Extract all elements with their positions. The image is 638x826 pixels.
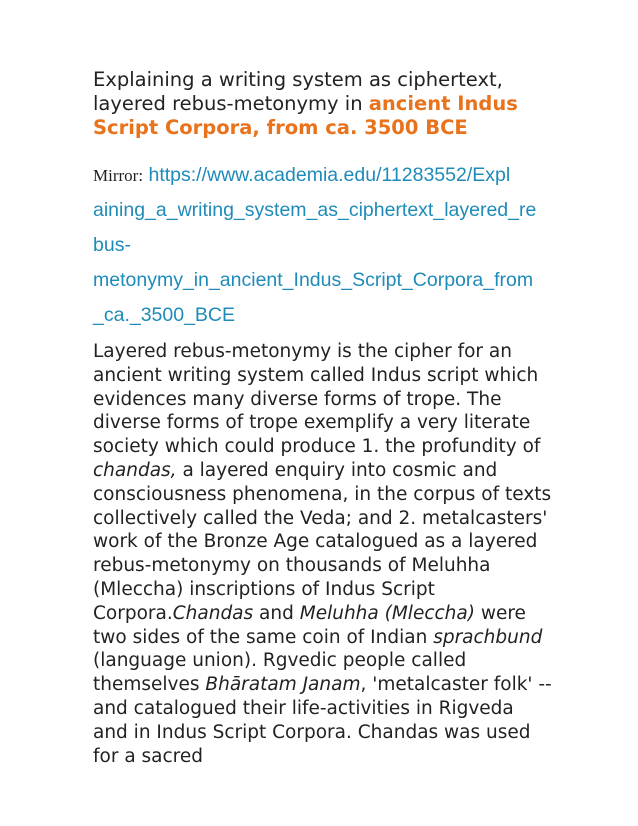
body-paragraph bbox=[93, 340, 553, 768]
document-title bbox=[93, 68, 553, 140]
title-text: Explaining a writing system as ciphertext, layered rebus-metonymy in bbox=[93, 68, 503, 115]
mirror-link[interactable] bbox=[93, 164, 536, 326]
mirror-link-line: aining_a_writing_system_as_ciphertext_layered_re bbox=[93, 199, 537, 221]
title-highlight: ancient Indus Script Corpora, from ca. 3500 BCE bbox=[93, 92, 518, 139]
body-text-segment: and bbox=[253, 602, 300, 624]
body-text-segment: were two sides of the same coin of Indian bbox=[93, 602, 526, 648]
body-text-segment: (language union). Rgvedic people called themselves bbox=[93, 650, 467, 696]
body-italic-meluhha: Meluhha (Mleccha) bbox=[299, 602, 475, 624]
mirror-link-line: _ca._3500_BCE bbox=[93, 304, 236, 326]
mirror-link-line: metonymy_in_ancient_Indus_Script_Corpora_from bbox=[93, 269, 534, 291]
body-text-segment: , 'metalcaster folk' -- and catalogued their life-activities in Rigveda and in Indus Script Corpora. Chandas was used for a sacred bbox=[93, 674, 552, 767]
body-italic-sprachbund: sprachbund bbox=[433, 626, 543, 648]
body-italic-chandas: chandas, bbox=[93, 459, 177, 481]
mirror-label: Mirror: bbox=[93, 166, 144, 185]
mirror-block bbox=[93, 158, 553, 333]
mirror-link-line: https://www.academia.edu/11283552/Expl bbox=[148, 164, 511, 186]
body-text-segment: Layered rebus-metonymy is the cipher for an ancient writing system called Indus script which evidences many diverse forms of trope. The diverse forms of trope exemplify a very literate society which could produce 1. the profundity of bbox=[93, 341, 541, 458]
mirror-link-line: bus- bbox=[93, 234, 131, 256]
body-italic-chandas-2: Chandas bbox=[172, 602, 254, 624]
body-text-segment: a layered enquiry into cosmic and consciousness phenomena, in the corpus of texts collectively called the Veda; and 2. metalcasters' work of the Bronze Age catalogued as a layered rebus-metonymy on thousands of Meluhha (Mleccha) inscriptions of Indus Script Corpora. bbox=[93, 459, 552, 624]
body-italic-bharatam-janam: Bhāratam Janam bbox=[205, 674, 361, 696]
